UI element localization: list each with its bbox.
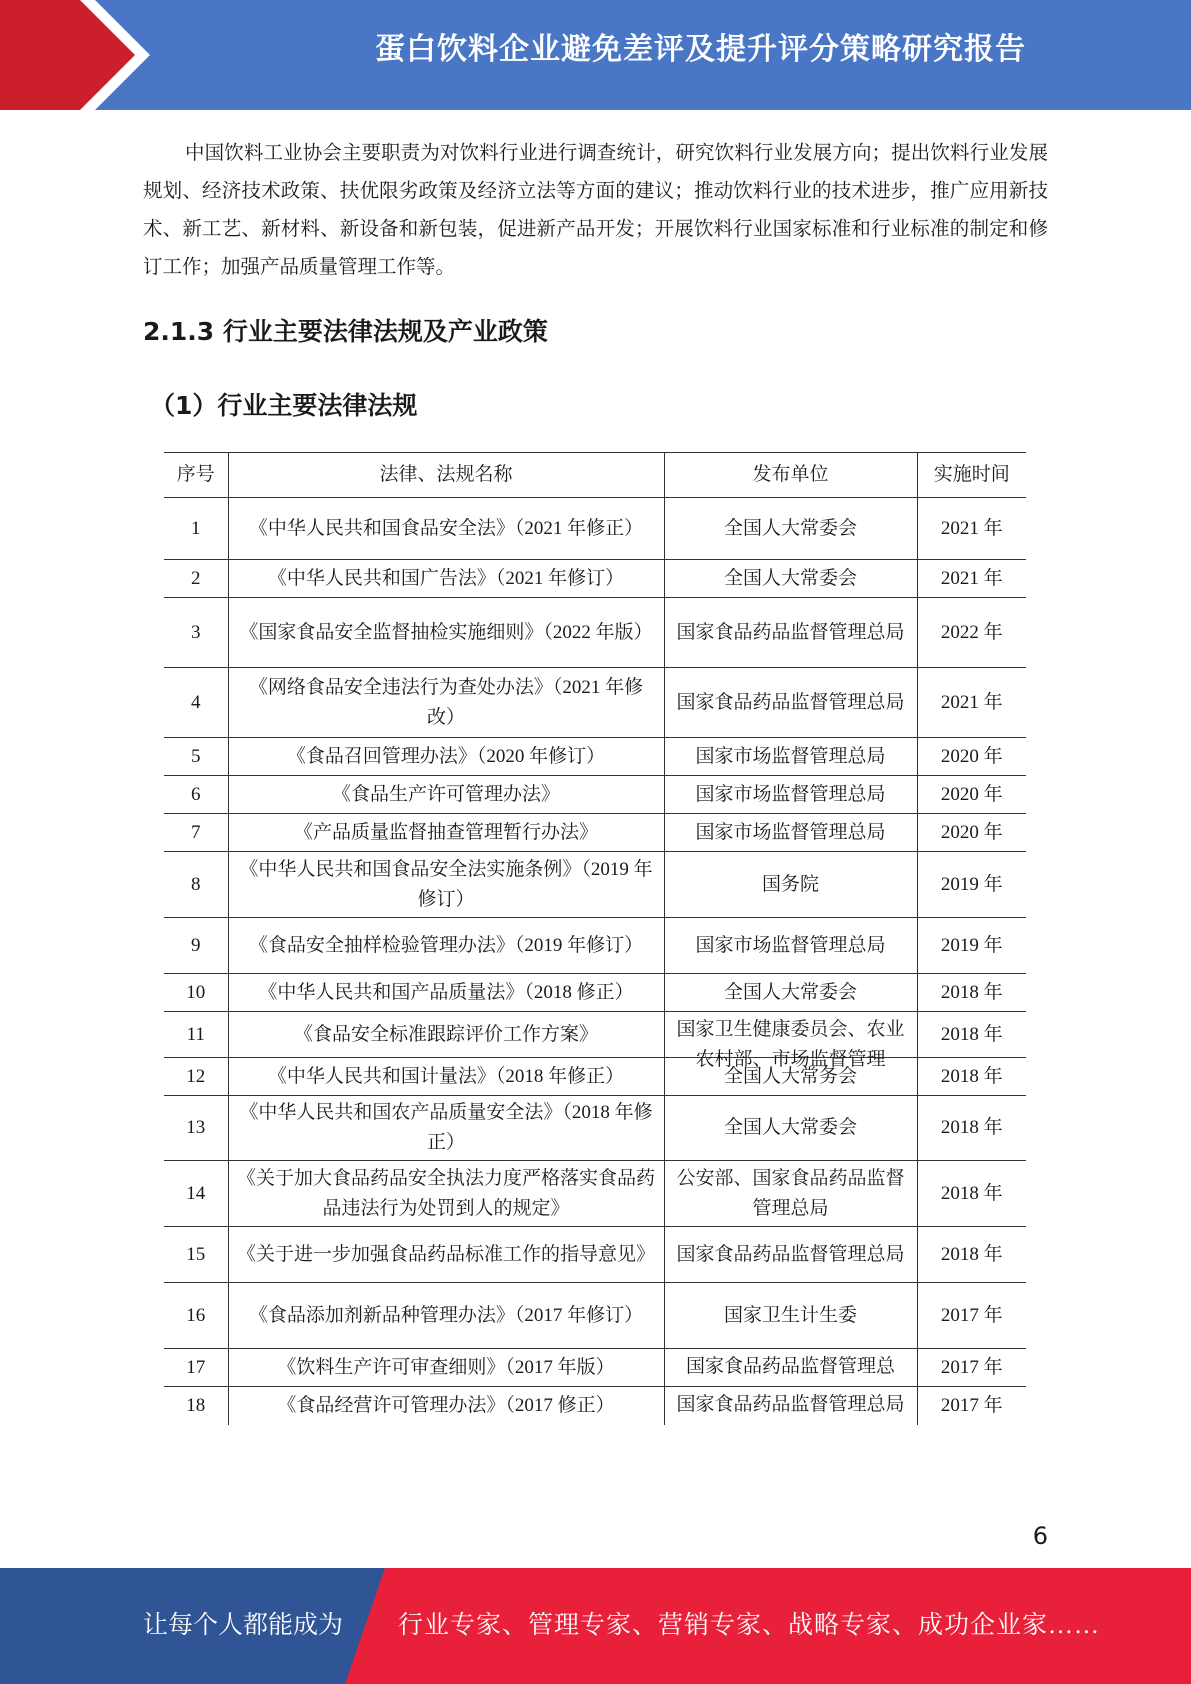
table-row: [164, 1058, 1026, 1096]
cell-date: 2022 年: [917, 598, 1026, 668]
cell-no: 3: [164, 598, 228, 668]
issuer-text: 国家食品药品监督管理总: [685, 1355, 895, 1377]
table-row: [164, 852, 1026, 918]
cell-name: 《中华人民共和国计量法》（2018 年修正）: [228, 1058, 664, 1096]
cell-name: 《网络食品安全违法行为查处办法》（2021 年修改）: [228, 668, 664, 738]
cell-name: 《食品召回管理办法》（2020 年修订）: [228, 738, 664, 776]
cell-date: 2019 年: [917, 918, 1026, 974]
cell-no: 12: [164, 1058, 228, 1096]
cell-name: 《中华人民共和国食品安全法实施条例》（2019 年修订）: [228, 852, 664, 918]
cell-name: 《食品添加剂新品种管理办法》（2017 年修订）: [228, 1283, 664, 1349]
cell-no: 18: [164, 1387, 228, 1425]
cell-issuer: 公安部、国家食品药品监督管理总局: [664, 1161, 917, 1227]
cell-date: 2021 年: [917, 560, 1026, 598]
cell-issuer: 国家食品药品监督管理总局: [664, 598, 917, 668]
cell-name: 《食品经营许可管理办法》（2017 修正）: [228, 1387, 664, 1425]
footer-banner: [0, 1568, 1191, 1684]
cell-name: 《关于进一步加强食品药品标准工作的指导意见》: [228, 1227, 664, 1283]
cell-name: 《中华人民共和国农产品质量安全法》（2018 年修正）: [228, 1096, 664, 1161]
cell-issuer: 全国人大常委会: [664, 1096, 917, 1161]
cell-name: 《食品安全抽样检验管理办法》（2019 年修订）: [228, 918, 664, 974]
table-row: [164, 974, 1026, 1012]
footer-tagline-right: 行业专家、管理专家、营销专家、战略专家、成功企业家……: [398, 1612, 1101, 1639]
cell-issuer: [664, 1012, 917, 1070]
cell-date: 2018 年: [917, 974, 1026, 1012]
cell-issuer: 全国人大常委会: [664, 974, 917, 1012]
table-row: [164, 1387, 1026, 1425]
cell-name: 《产品质量监督抽查管理暂行办法》: [228, 814, 664, 852]
cell-name: 《中华人民共和国广告法》（2021 年修订）: [228, 560, 664, 598]
cell-no: 4: [164, 668, 228, 738]
cell-date: 2018 年: [917, 1227, 1026, 1283]
cell-issuer: 国家市场监督管理总局: [664, 738, 917, 776]
cell-no: 11: [164, 1012, 228, 1058]
cell-date: 2018 年: [917, 1161, 1026, 1227]
cell-no: 5: [164, 738, 228, 776]
table-row: [164, 1096, 1026, 1161]
cell-no: 17: [164, 1349, 228, 1387]
cell-no: 6: [164, 776, 228, 814]
cell-no: 15: [164, 1227, 228, 1283]
intro-paragraph: 中国饮料工业协会主要职责为对饮料行业进行调查统计，研究饮料行业发展方向；提出饮料行业发展规划、经济技术政策、扶优限劣政策及经济立法等方面的建议；推动饮料行业的技术进步，推广应用新技术、新工艺、新材料、新设备和新包装，促进新产品开发；开展饮料行业国家标准和行业标准的制定和修订工作；加强产品质量管理工作等。: [143, 143, 1048, 278]
report-header-banner: [0, 0, 1191, 110]
issuer-text: 国家食品药品监督管理总局: [676, 1393, 905, 1415]
table-row: [164, 918, 1026, 974]
cell-no: 13: [164, 1096, 228, 1161]
header-date: 实施时间: [917, 453, 1026, 498]
cell-no: 10: [164, 974, 228, 1012]
cell-date: 2021 年: [917, 668, 1026, 738]
header-name: 法律、法规名称: [228, 453, 664, 498]
cell-issuer: 国家卫生计生委: [664, 1283, 917, 1349]
cell-date: 2017 年: [917, 1387, 1026, 1425]
table-row: [164, 1349, 1026, 1387]
cell-date: 2017 年: [917, 1349, 1026, 1387]
cell-date: 2017 年: [917, 1283, 1026, 1349]
cell-name: 《饮料生产许可审查细则》（2017 年版）: [228, 1349, 664, 1387]
cell-no: 14: [164, 1161, 228, 1227]
section-heading: 2.1.3 行业主要法律法规及产业政策: [143, 317, 548, 346]
table-row: [164, 814, 1026, 852]
cell-issuer: 全国人大常务会: [664, 1058, 917, 1096]
cell-date: 2020 年: [917, 776, 1026, 814]
cell-issuer: 全国人大常委会: [664, 498, 917, 560]
subsection-heading: （1）行业主要法律法规: [150, 391, 418, 420]
table-row: [164, 598, 1026, 668]
footer-tagline-left: 让每个人都能成为: [143, 1612, 344, 1639]
table-row: [164, 1012, 1026, 1058]
table-row: [164, 1161, 1026, 1227]
cell-date: 2018 年: [917, 1012, 1026, 1058]
cell-date: 2020 年: [917, 738, 1026, 776]
table-row: [164, 560, 1026, 598]
table-header-row: [164, 453, 1026, 498]
cell-date: 2020 年: [917, 814, 1026, 852]
cell-issuer: 国家食品药品监督管理总局: [664, 668, 917, 738]
cell-date: 2018 年: [917, 1096, 1026, 1161]
cell-issuer: [664, 1387, 917, 1425]
cell-issuer: 国家市场监督管理总局: [664, 776, 917, 814]
cell-issuer: 全国人大常委会: [664, 560, 917, 598]
cell-name: 《中华人民共和国产品质量法》（2018 修正）: [228, 974, 664, 1012]
table-row: [164, 668, 1026, 738]
cell-issuer: 国家市场监督管理总局: [664, 918, 917, 974]
cell-name: 《中华人民共和国食品安全法》（2021 年修正）: [228, 498, 664, 560]
cell-date: 2019 年: [917, 852, 1026, 918]
cell-no: 9: [164, 918, 228, 974]
cell-date: 2018 年: [917, 1058, 1026, 1096]
cell-name: 《关于加大食品药品安全执法力度严格落实食品药品违法行为处罚到人的规定》: [228, 1161, 664, 1227]
issuer-text: 国家卫生健康委员会、农业农村部、市场监督管理: [676, 1018, 905, 1070]
table-row: [164, 776, 1026, 814]
cell-no: 2: [164, 560, 228, 598]
red-chevron-decoration: [0, 0, 160, 110]
header-no: 序号: [164, 453, 228, 498]
cell-issuer: 国家食品药品监督管理总局: [664, 1227, 917, 1283]
table-row: [164, 1283, 1026, 1349]
report-title: 蛋白饮料企业避免差评及提升评分策略研究报告: [375, 32, 1026, 67]
cell-no: 7: [164, 814, 228, 852]
table-body: [164, 498, 1026, 1425]
cell-name: 《食品安全标准跟踪评价工作方案》: [228, 1012, 664, 1058]
cell-name: 《国家食品安全监督抽检实施细则》（2022 年版）: [228, 598, 664, 668]
cell-issuer: [664, 1349, 917, 1387]
cell-no: 1: [164, 498, 228, 560]
cell-no: 8: [164, 852, 228, 918]
cell-issuer: 国家市场监督管理总局: [664, 814, 917, 852]
laws-table: [164, 452, 1026, 1425]
cell-no: 16: [164, 1283, 228, 1349]
cell-issuer: 国务院: [664, 852, 917, 918]
cell-name: 《食品生产许可管理办法》: [228, 776, 664, 814]
cell-date: 2021 年: [917, 498, 1026, 560]
table-row: [164, 498, 1026, 560]
table-row: [164, 1227, 1026, 1283]
table-row: [164, 738, 1026, 776]
page-number: 6: [1032, 1522, 1048, 1550]
header-issuer: 发布单位: [664, 453, 917, 498]
